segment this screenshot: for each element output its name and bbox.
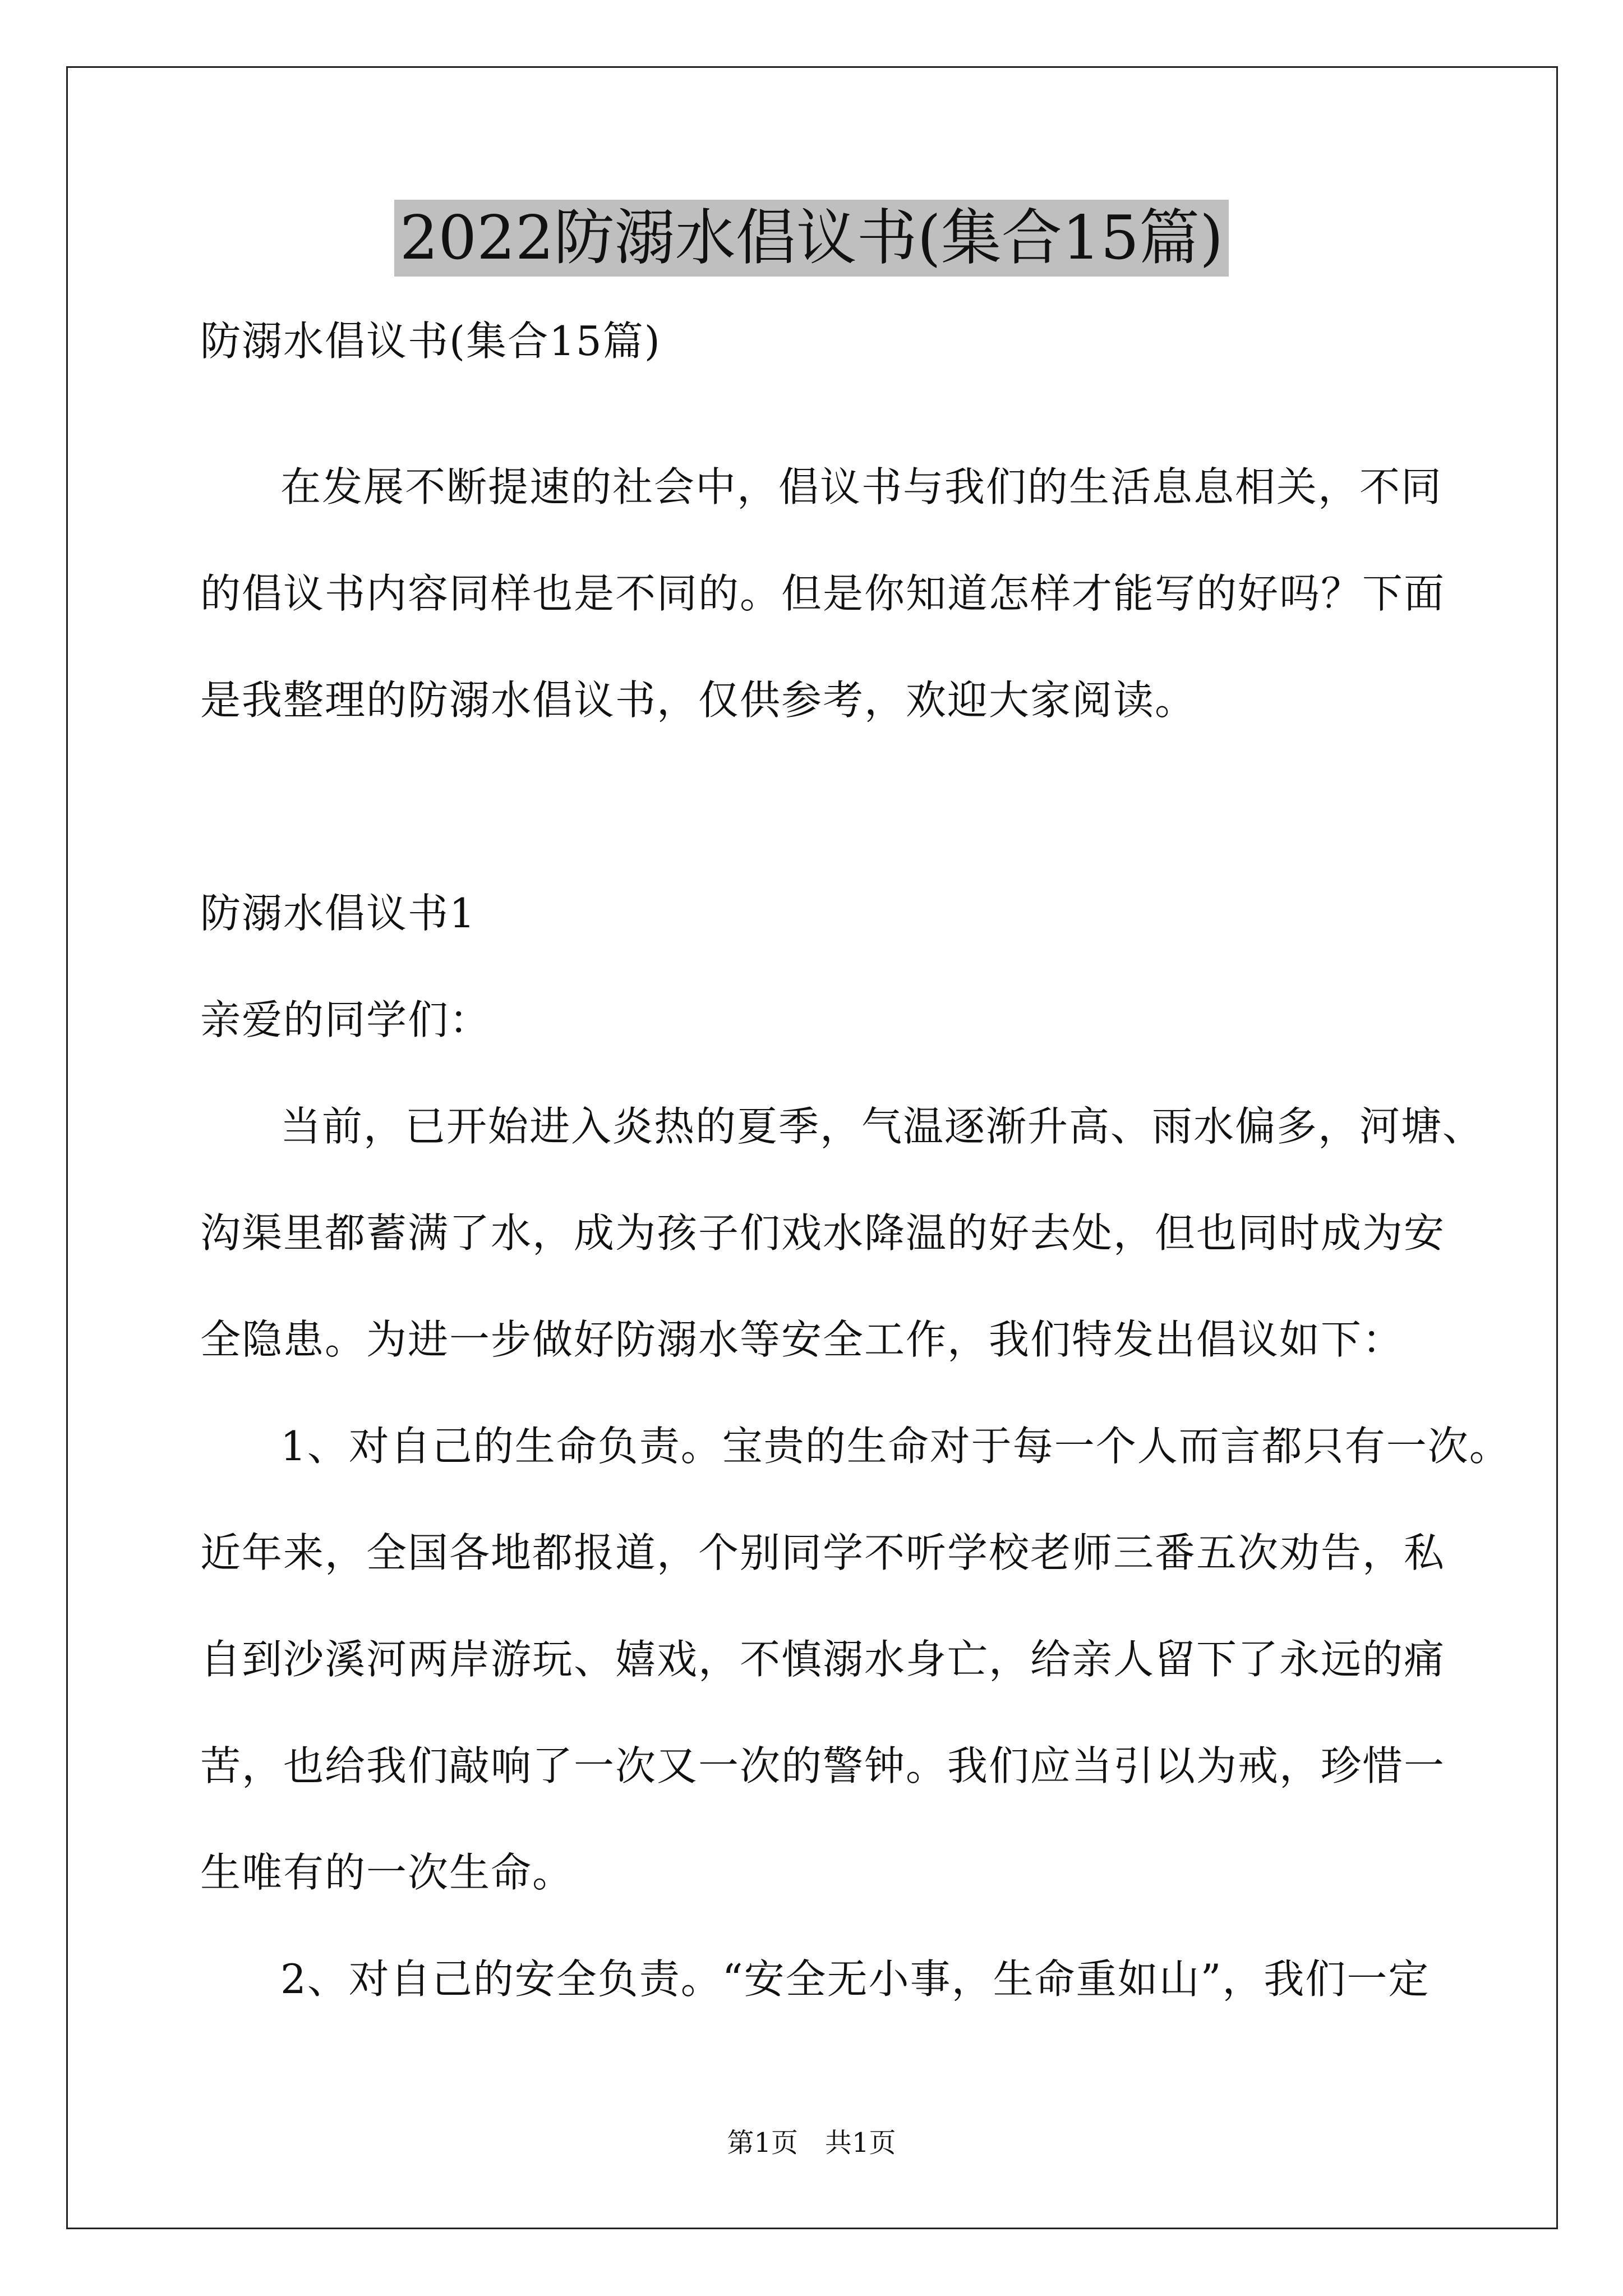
- paragraph-line: 全隐患。为进一步做好防溺水等安全工作，我们特发出倡议如下：: [200, 1316, 1404, 1363]
- document-title-text: 2022防溺水倡议书(集合15篇): [394, 200, 1229, 277]
- intro-line: 在发展不断提速的社会中，倡议书与我们的生活息息相关，不同: [280, 463, 1443, 510]
- paragraph-line: 当前，已开始进入炎热的夏季，气温逐渐升高、雨水偏多，河塘、: [280, 1103, 1484, 1150]
- page-number-total: 共1页: [825, 2127, 896, 2159]
- salutation: 亲爱的同学们：: [200, 996, 491, 1043]
- page-footer: [0, 2126, 1623, 2160]
- paragraph-line: 苦，也给我们敲响了一次又一次的警钟。我们应当引以为戒，珍惜一: [200, 1742, 1446, 1789]
- document-title: [0, 199, 1623, 278]
- paragraph-line: 2、对自己的安全负责。“安全无小事，生命重如山”，我们一定: [280, 1955, 1430, 2003]
- paragraph-line: 近年来，全国各地都报道，个别同学不听学校老师三番五次劝告，私: [200, 1529, 1446, 1576]
- paragraph-line: 自到沙溪河两岸游玩、嬉戏，不慎溺水身亡，给亲人留下了永远的痛: [200, 1636, 1446, 1683]
- paragraph-line: 生唯有的一次生命。: [200, 1849, 574, 1896]
- document-subtitle: 防溺水倡议书(集合15篇): [200, 318, 661, 365]
- paragraph-line: 1、对自己的生命负责。宝贵的生命对于每一个人而言都只有一次。: [280, 1423, 1511, 1470]
- section-heading: 防溺水倡议书1: [200, 890, 476, 937]
- intro-line: 的倡议书内容同样也是不同的。但是你知道怎样才能写的好吗？下面: [200, 570, 1446, 617]
- paragraph-line: 沟渠里都蓄满了水，成为孩子们戏水降温的好去处，但也同时成为安: [200, 1209, 1446, 1257]
- intro-line: 是我整理的防溺水倡议书，仅供参考，欢迎大家阅读。: [200, 677, 1197, 724]
- page-number-current: 第1页: [727, 2127, 798, 2159]
